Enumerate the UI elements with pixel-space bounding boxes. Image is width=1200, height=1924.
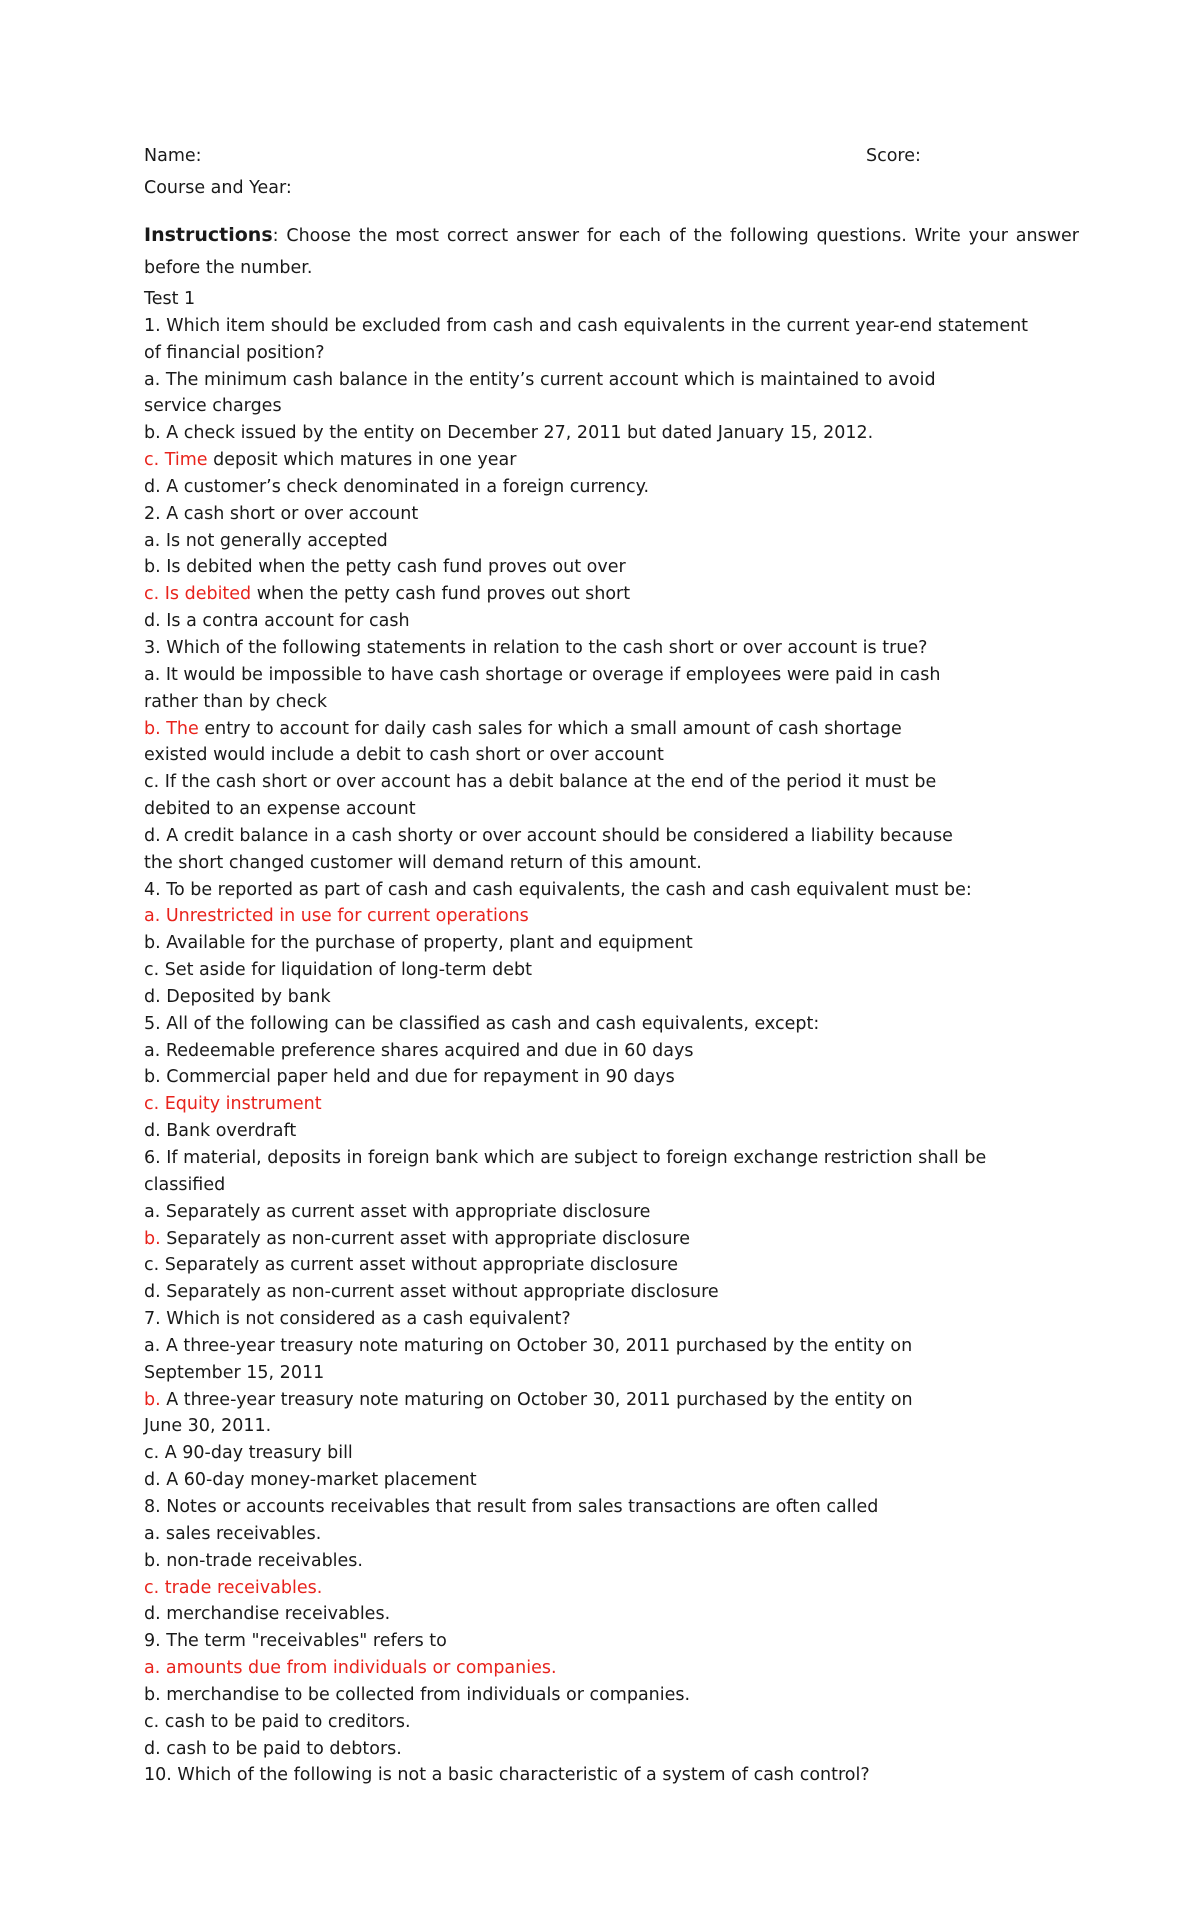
line-text: debited to an expense account bbox=[144, 799, 416, 820]
score-label: Score: bbox=[866, 146, 921, 166]
text-line bbox=[144, 662, 1104, 689]
line-text: d. Is a contra account for cash bbox=[144, 611, 410, 632]
text-line bbox=[144, 286, 1104, 313]
text-line bbox=[144, 1548, 1104, 1575]
line-text: b. A check issued by the entity on December 27, 2011 but dated January 15, 2012. bbox=[144, 423, 874, 444]
text-line bbox=[144, 474, 1104, 501]
text-line bbox=[144, 689, 1104, 716]
text-line bbox=[144, 1387, 1104, 1414]
highlighted-answer: c. Equity instrument bbox=[144, 1094, 322, 1115]
line-text: a. A three-year treasury note maturing on October 30, 2011 purchased by the entity on bbox=[144, 1335, 913, 1356]
line-text: the short changed customer will demand return of this amount. bbox=[144, 852, 702, 873]
text-line bbox=[144, 393, 1104, 420]
text-line bbox=[144, 608, 1104, 635]
text-line bbox=[144, 1279, 1104, 1306]
line-text: d. merchandise receivables. bbox=[144, 1604, 391, 1625]
line-text: d. A customer’s check denominated in a foreign currency. bbox=[144, 476, 650, 497]
line-text: a. It would be impossible to have cash shortage or overage if employees were paid in cash bbox=[144, 664, 941, 685]
text-line bbox=[144, 367, 1104, 394]
text-line bbox=[144, 877, 1104, 904]
text-line bbox=[144, 1655, 1104, 1682]
line-text: b. Available for the purchase of property, plant and equipment bbox=[144, 933, 693, 954]
line-text: d. Separately as non-current asset without appropriate disclosure bbox=[144, 1282, 719, 1303]
instructions-text: : Choose the most correct answer for each of the following questions. Write your answer before the number. bbox=[144, 226, 1079, 278]
line-text: c. Set aside for liquidation of long-term debt bbox=[144, 960, 532, 981]
text-line bbox=[144, 1413, 1104, 1440]
text-line bbox=[144, 1494, 1104, 1521]
line-text: a. Redeemable preference shares acquired and due in 60 days bbox=[144, 1040, 694, 1061]
text-line bbox=[144, 1682, 1104, 1709]
text-line bbox=[144, 1360, 1104, 1387]
line-text: existed would include a debit to cash short or over account bbox=[144, 745, 664, 766]
line-text: 5. All of the following can be classified as cash and cash equivalents, except: bbox=[144, 1013, 820, 1034]
line-text: entry to account for daily cash sales for which a small amount of cash shortage bbox=[198, 718, 902, 739]
highlighted-answer: b. bbox=[144, 1389, 161, 1410]
instructions-heading: Instructions bbox=[144, 224, 273, 246]
line-text: b. Commercial paper held and due for repayment in 90 days bbox=[144, 1067, 675, 1088]
text-line bbox=[144, 1467, 1104, 1494]
text-line bbox=[144, 823, 1104, 850]
line-text: b. merchandise to be collected from individuals or companies. bbox=[144, 1684, 691, 1705]
highlighted-answer: a. Unrestricted in use for current operations bbox=[144, 906, 529, 927]
line-text: d. cash to be paid to debtors. bbox=[144, 1738, 402, 1759]
text-line bbox=[144, 340, 1104, 367]
highlighted-answer: c. Is debited bbox=[144, 584, 252, 605]
line-text: c. If the cash short or over account has a debit balance at the end of the period it must be bbox=[144, 772, 937, 793]
text-line bbox=[144, 1306, 1104, 1333]
line-text: a. Is not generally accepted bbox=[144, 530, 388, 551]
line-text: a. The minimum cash balance in the entity’s current account which is maintained to avoid bbox=[144, 369, 936, 390]
text-line bbox=[144, 1575, 1104, 1602]
line-text: rather than by check bbox=[144, 691, 327, 712]
line-text: classified bbox=[144, 1174, 226, 1195]
name-label: Name: bbox=[144, 146, 202, 166]
line-text: September 15, 2011 bbox=[144, 1362, 325, 1383]
text-line bbox=[144, 930, 1104, 957]
text-line bbox=[144, 1038, 1104, 1065]
line-text: of financial position? bbox=[144, 342, 325, 363]
text-line bbox=[144, 1226, 1104, 1253]
question-list bbox=[144, 286, 1104, 1789]
line-text: b. Is debited when the petty cash fund proves out over bbox=[144, 557, 626, 578]
line-text: deposit which matures in one year bbox=[207, 450, 517, 471]
text-line bbox=[144, 1521, 1104, 1548]
text-line bbox=[144, 1091, 1104, 1118]
line-text: A three-year treasury note maturing on October 30, 2011 purchased by the entity on bbox=[160, 1389, 913, 1410]
line-text: service charges bbox=[144, 396, 282, 417]
line-text: 10. Which of the following is not a basic characteristic of a system of cash control? bbox=[144, 1765, 870, 1786]
line-text: 1. Which item should be excluded from cash and cash equivalents in the current year-end statement bbox=[144, 315, 1029, 336]
line-text: Separately as non-current asset with appropriate disclosure bbox=[160, 1228, 691, 1249]
line-text: Test 1 bbox=[144, 289, 196, 309]
highlighted-answer: a. amounts due from individuals or companies. bbox=[144, 1658, 557, 1679]
line-text: c. A 90-day treasury bill bbox=[144, 1443, 353, 1464]
instructions bbox=[144, 219, 1079, 284]
text-line bbox=[144, 1118, 1104, 1145]
text-line bbox=[144, 1145, 1104, 1172]
highlighted-answer: c. Time bbox=[144, 450, 208, 471]
text-line bbox=[144, 1064, 1104, 1091]
line-text: b. non-trade receivables. bbox=[144, 1550, 363, 1571]
text-line bbox=[144, 447, 1104, 474]
text-line bbox=[144, 420, 1104, 447]
line-text: when the petty cash fund proves out short bbox=[251, 584, 631, 605]
line-text: June 30, 2011. bbox=[144, 1416, 272, 1437]
text-line bbox=[144, 742, 1104, 769]
text-line bbox=[144, 1601, 1104, 1628]
line-text: 4. To be reported as part of cash and cash equivalents, the cash and cash equivalent must be: bbox=[144, 879, 972, 900]
text-line bbox=[144, 1199, 1104, 1226]
line-text: a. sales receivables. bbox=[144, 1523, 322, 1544]
line-text: d. A credit balance in a cash shorty or over account should be considered a liability because bbox=[144, 825, 953, 846]
course-year-label: Course and Year: bbox=[144, 178, 292, 198]
text-line bbox=[144, 313, 1104, 340]
text-line bbox=[144, 554, 1104, 581]
line-text: d. A 60-day money-market placement bbox=[144, 1470, 477, 1491]
text-line bbox=[144, 796, 1104, 823]
text-line bbox=[144, 1011, 1104, 1038]
text-line bbox=[144, 581, 1104, 608]
text-line bbox=[144, 528, 1104, 555]
highlighted-answer: b. The bbox=[144, 718, 199, 739]
line-text: 9. The term "receivables" refers to bbox=[144, 1631, 447, 1652]
highlighted-answer: c. trade receivables. bbox=[144, 1577, 323, 1598]
line-text: d. Bank overdraft bbox=[144, 1121, 297, 1142]
text-line bbox=[144, 903, 1104, 930]
text-line bbox=[144, 716, 1104, 743]
line-text: 3. Which of the following statements in relation to the cash short or over account is true? bbox=[144, 637, 928, 658]
text-line bbox=[144, 957, 1104, 984]
line-text: c. cash to be paid to creditors. bbox=[144, 1711, 411, 1732]
line-text: 2. A cash short or over account bbox=[144, 503, 419, 524]
text-line bbox=[144, 1736, 1104, 1763]
text-line bbox=[144, 1252, 1104, 1279]
text-line bbox=[144, 1172, 1104, 1199]
line-text: c. Separately as current asset without appropriate disclosure bbox=[144, 1255, 678, 1276]
text-line bbox=[144, 1628, 1104, 1655]
text-line bbox=[144, 850, 1104, 877]
line-text: d. Deposited by bank bbox=[144, 986, 331, 1007]
text-line bbox=[144, 501, 1104, 528]
highlighted-answer: b. bbox=[144, 1228, 161, 1249]
text-line bbox=[144, 1762, 1104, 1789]
text-line bbox=[144, 769, 1104, 796]
text-line bbox=[144, 1709, 1104, 1736]
line-text: 6. If material, deposits in foreign bank which are subject to foreign exchange restriction shall be bbox=[144, 1148, 987, 1168]
line-text: 8. Notes or accounts receivables that result from sales transactions are often called bbox=[144, 1496, 879, 1517]
text-line bbox=[144, 1440, 1104, 1467]
line-text: a. Separately as current asset with appropriate disclosure bbox=[144, 1201, 651, 1222]
text-line bbox=[144, 1333, 1104, 1360]
text-line bbox=[144, 635, 1104, 662]
text-line bbox=[144, 984, 1104, 1011]
line-text: 7. Which is not considered as a cash equivalent? bbox=[144, 1309, 571, 1330]
